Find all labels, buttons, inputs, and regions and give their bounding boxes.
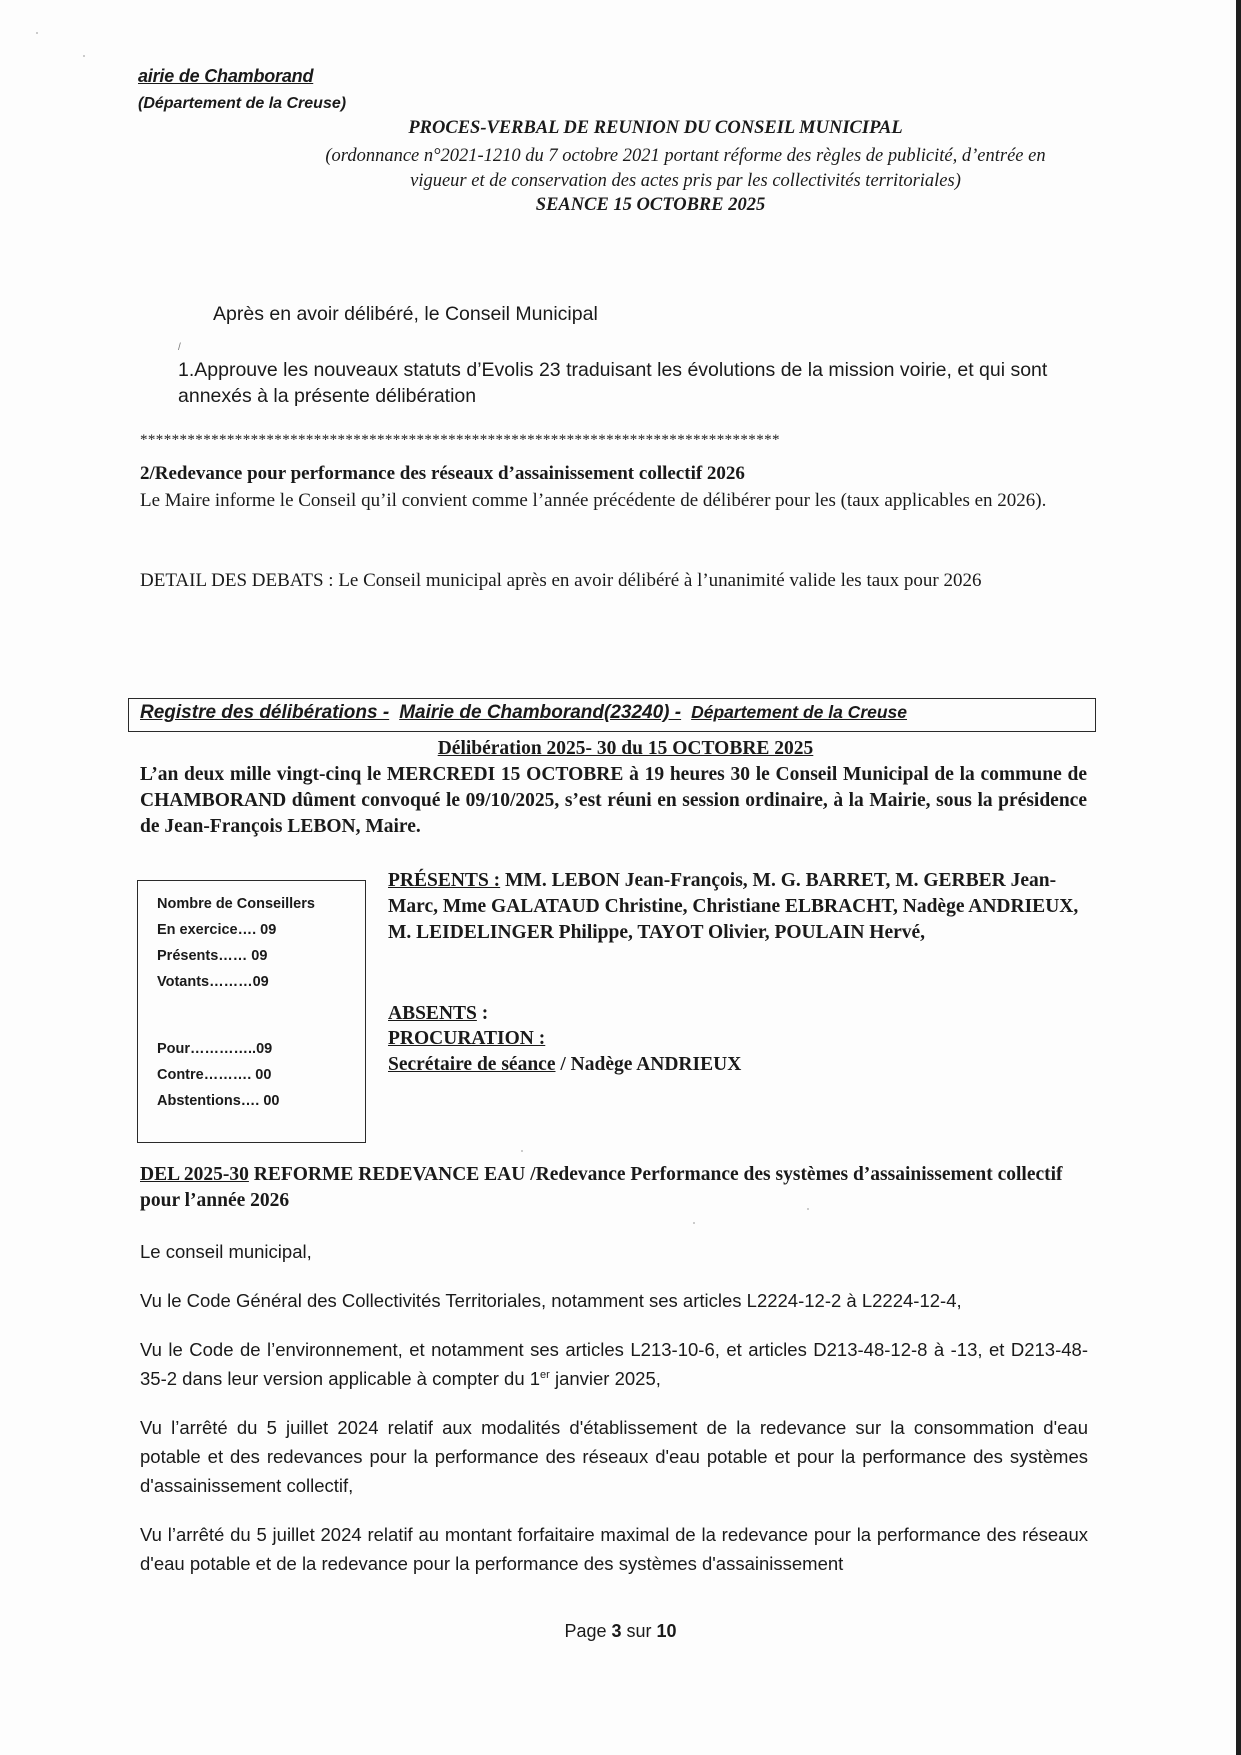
vu-cgct: Vu le Code Général des Collectivités Territoriales, notamment ses articles L2224-12-2 à L2224-12-4,	[140, 1290, 962, 1311]
proces-verbal-title: PROCES-VERBAL DE REUNION DU CONSEIL MUNICIPAL	[408, 118, 903, 138]
scan-speck	[807, 1208, 809, 1210]
del-ref: DEL 2025-30	[140, 1164, 249, 1185]
page-number: 3	[611, 1621, 622, 1641]
scan-speck	[693, 1222, 695, 1224]
count-contre: Contre………. 00	[157, 1067, 272, 1083]
scan-speck	[36, 32, 38, 34]
scan-mark: /	[178, 342, 181, 353]
approve-statuts-item: 1.Approuve les nouveaux statuts d’Evolis 23 traduisant les évolutions de la mission voirie, et qui sont annexés à la présente délibération	[178, 359, 1048, 407]
detail-des-debats: DETAIL DES DEBATS : Le Conseil municipal après en avoir délibéré à l’unanimité valide les taux pour 2026	[140, 570, 982, 591]
page-word: Page	[564, 1621, 612, 1641]
registry-mairie: Mairie de Chamborand(23240) -	[399, 702, 682, 723]
count-en-exercice: En exercice…. 09	[157, 922, 277, 938]
presents-names: MM. LEBON Jean-François, M. G. BARRET, M. GERBER Jean-Marc, Mme GALATAUD Christine, Christiane ELBRACHT, Nadège ANDRIEUX, M. LEIDELINGER Philippe, TAYOT Olivier, POULAIN Hervé,	[388, 870, 1079, 943]
count-pour: Pour…………..09	[157, 1041, 273, 1057]
deliberation-title: Délibération 2025- 30 du 15 OCTOBRE 2025	[437, 738, 814, 759]
del-title	[140, 1162, 1100, 1214]
secretaire-line	[388, 1054, 741, 1076]
procuration-label: PROCURATION :	[388, 1028, 546, 1049]
page-sur: sur	[621, 1621, 657, 1641]
vu-code-environnement	[140, 1335, 1088, 1393]
del-title-rest: REFORME REDEVANCE EAU /Redevance Performance des systèmes d’assainissement collectif pour l’année 2026	[140, 1164, 1063, 1211]
absents-suffix: :	[476, 1003, 489, 1024]
seance-date: SEANCE 15 OCTOBRE 2025	[535, 195, 766, 215]
scan-speck	[83, 55, 85, 57]
absents-line	[388, 1003, 488, 1025]
page-total: 10	[656, 1621, 677, 1641]
count-votants: Votants………09	[157, 974, 269, 990]
ordonnance-reference	[0, 144, 1241, 194]
vu2-superscript: er	[540, 1368, 550, 1381]
count-presents: Présents…… 09	[157, 948, 268, 964]
mairie-heading: airie de Chamborand	[138, 66, 314, 86]
ordonnance-line-2: vigueur et de conservation des actes pris par les collectivités territoriales)	[410, 171, 961, 191]
counts-heading: Nombre de Conseillers	[157, 896, 315, 912]
redevance-section-title: 2/Redevance pour performance des réseaux d’assainissement collectif 2026	[140, 463, 745, 484]
deliberation-intro: L’an deux mille vingt-cinq le MERCREDI 15 OCTOBRE à 19 heures 30 le Conseil Municipal de la commune de CHAMBORAND dûment convoqué le 09/10/2025, s’est réuni en session ordinaire, à la Mairie, sous la présidence de Jean-François LEBON, Maire.	[140, 764, 1087, 837]
ordonnance-line-1: (ordonnance n°2021-1210 du 7 octobre 2021 portant réforme des règles de publicité, d’entrée en	[325, 146, 1046, 166]
vu2-text: Vu le Code de l’environnement, et notamment ses articles L213-10-6, et articles D213-48-12-8 à -13, et D213-48-35-2 dans leur version applicable à compter du 1	[140, 1339, 1088, 1389]
apres-deliberation: Après en avoir délibéré, le Conseil Municipal	[213, 303, 598, 325]
absents-label: ABSENTS	[388, 1003, 477, 1024]
vu2-end: janvier 2025,	[549, 1368, 661, 1389]
asterisk-separator: *********************************************************************************	[140, 432, 780, 448]
redevance-body: Le Maire informe le Conseil qu’il convient comme l’année précédente de délibérer pour les (taux applicables en 2026).	[140, 490, 1047, 511]
scan-speck	[521, 1150, 523, 1152]
secretaire-label: Secrétaire de séance	[388, 1054, 556, 1075]
secretaire-value: / Nadège ANDRIEUX	[555, 1054, 742, 1075]
registry-label: Registre des délibérations -	[140, 702, 390, 723]
presents-list	[388, 868, 1088, 946]
registry-banner	[140, 702, 907, 724]
vu-arrete-modalites: Vu l’arrêté du 5 juillet 2024 relatif aux modalités d'établissement de la redevance sur la consommation d'eau potable et des redevances pour la performance des réseaux d'eau potable et pour la performance des systèmes d'assainissement collectif,	[140, 1417, 1088, 1496]
scan-edge-bar	[1236, 0, 1241, 1755]
count-abstentions: Abstentions…. 00	[157, 1093, 280, 1109]
registry-departement: Département de la Creuse	[691, 702, 908, 722]
departement-heading: (Département de la Creuse)	[138, 95, 347, 112]
vu-arrete-montant: Vu l’arrêté du 5 juillet 2024 relatif au montant forfaitaire maximal de la redevance pour la performance des réseaux d'eau potable et de la redevance pour la performance des systèmes d'assainissement	[140, 1524, 1088, 1574]
page-footer	[0, 1621, 1241, 1642]
presents-label: PRÉSENTS :	[388, 870, 501, 891]
le-conseil-municipal: Le conseil municipal,	[140, 1241, 312, 1262]
